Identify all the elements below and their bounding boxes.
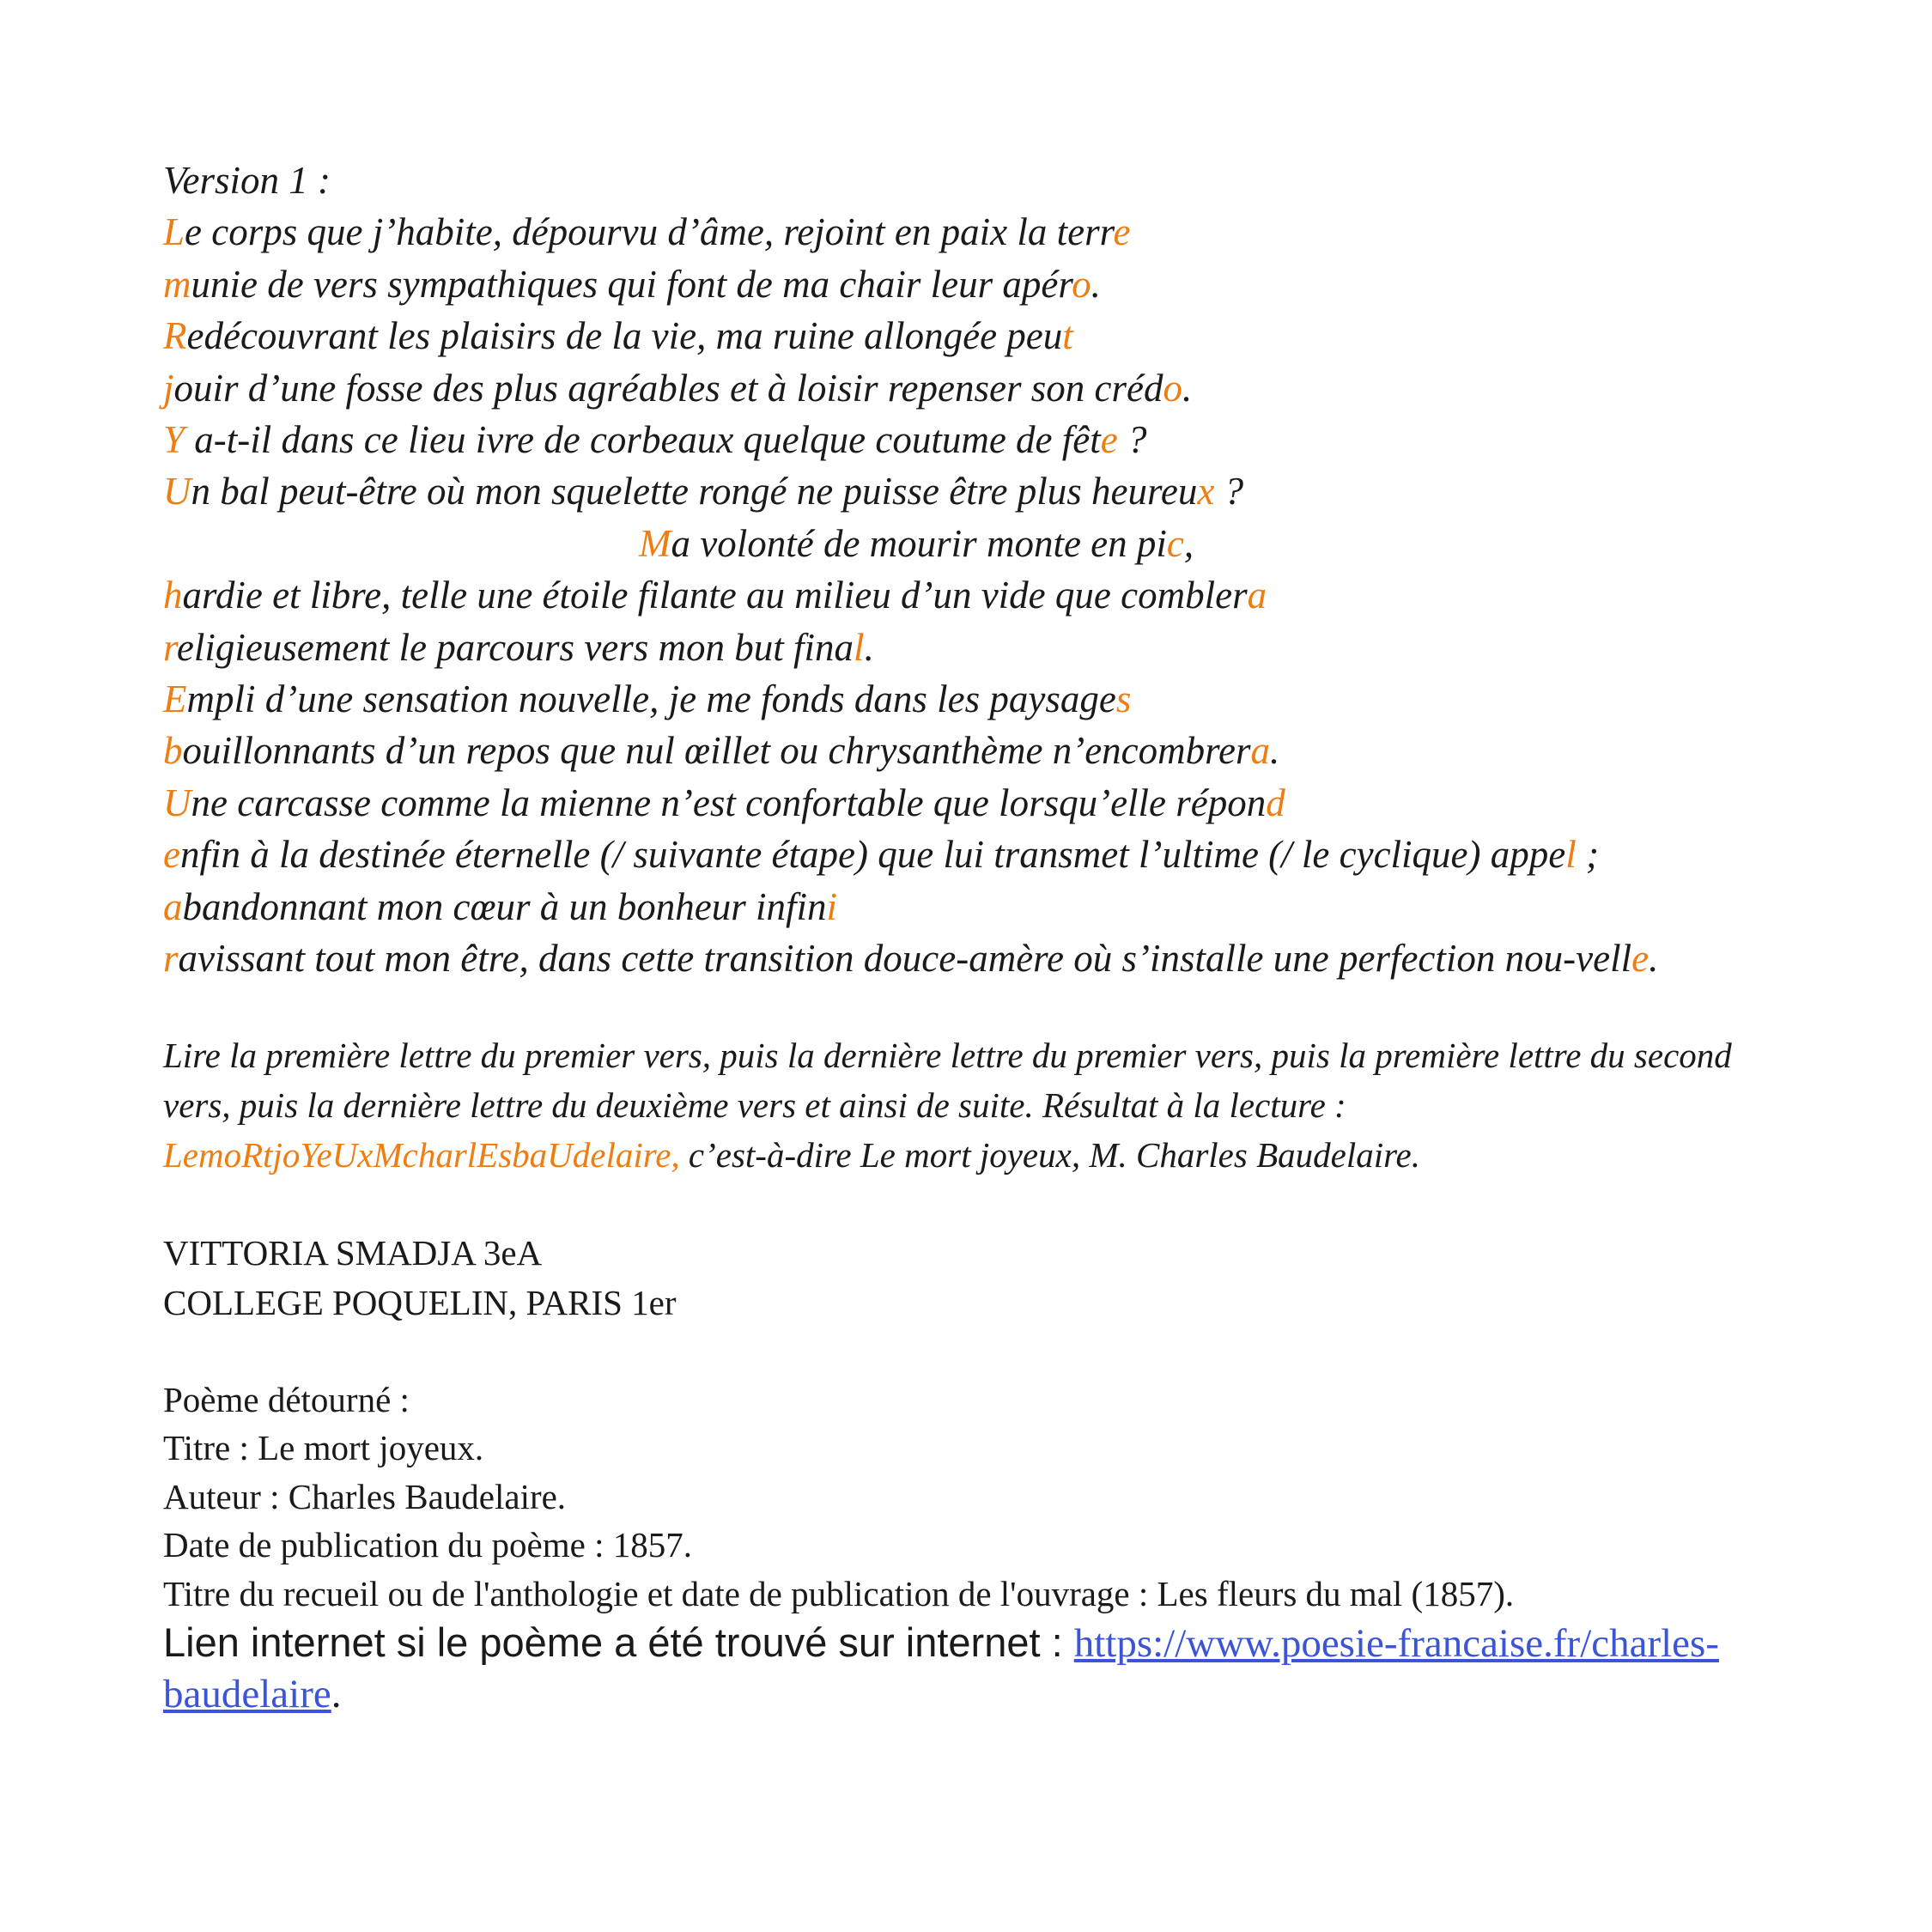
poem-heading: Version 1 : <box>163 159 331 202</box>
verse-text: a-t-il dans ce lieu ivre de corbeaux quelque coutume de fêt <box>185 418 1101 462</box>
verse-text: edécouvrant les plaisirs de la vie, ma ruine allongée peu <box>186 314 1063 358</box>
poem-line <box>163 465 1795 517</box>
acrostic-last-letter: e <box>1100 418 1118 462</box>
poem-line <box>163 622 1795 673</box>
acrostic-last-letter: s <box>1115 677 1132 721</box>
poem-line <box>163 933 1777 984</box>
poem-line <box>163 829 1795 880</box>
poem-line <box>163 206 1795 258</box>
acrostic-last-letter: l <box>854 625 865 669</box>
explanation-meaning: c’est-à-dire Le mort joyeux, M. Charles Baudelaire. <box>679 1134 1420 1175</box>
acrostic-first-letter: Y <box>163 418 185 462</box>
acrostic-last-letter: a <box>1247 574 1267 617</box>
acrostic-last-letter: d <box>1266 781 1285 824</box>
verse-punctuation: , <box>1183 521 1194 565</box>
verse-text: bandonnant mon cœur à un bonheur infin <box>182 884 827 928</box>
explanation-text: Lire la première lettre du premier vers, puis la dernière lettre du premier vers, puis la première lettre du second vers, puis la dernière lettre du deuxième vers et ainsi de suite. Résultat à la lecture : <box>163 1035 1732 1125</box>
acrostic-explanation <box>163 1030 1777 1180</box>
verse-text: n bal peut-être où mon squelette rongé ne puisse être plus heureu <box>191 470 1198 513</box>
verse-text: avissant tout mon être, dans cette transition douce-amère où s’installe une perfection nou-vell <box>178 937 1632 981</box>
acrostic-result: LemoRtjoYeUxMcharlEsbaUdelaire, <box>163 1134 680 1175</box>
acrostic-first-letter: E <box>163 677 187 721</box>
acrostic-first-letter: j <box>163 366 174 410</box>
verse-text: nfin à la destinée éternelle (/ suivante étape) que lui transmet l’ultime (/ le cyclique) appe <box>179 833 1566 877</box>
acrostic-first-letter: b <box>163 729 183 773</box>
verse-text: eligieusement le parcours vers mon but fina <box>176 625 854 669</box>
acrostic-last-letter: l <box>1565 833 1577 877</box>
poem-line <box>163 258 1795 310</box>
poem-line <box>163 725 1795 776</box>
verse-punctuation: . <box>864 625 874 669</box>
details-collection: Titre du recueil ou de l'anthologie et date de publication de l'ouvrage : Les fleurs du mal (1857). <box>163 1573 1515 1613</box>
details-heading: Poème détourné : <box>163 1379 410 1419</box>
verse-punctuation: ? <box>1117 418 1147 462</box>
acrostic-last-letter: o <box>1163 366 1182 410</box>
acrostic-first-letter: M <box>639 521 671 565</box>
verse-text: e corps que j’habite, dépourvu d’âme, rejoint en paix la terr <box>185 210 1114 254</box>
verse-text: ouillonnants d’un repos que nul œillet ou chrysanthème n’encombrer <box>182 729 1251 773</box>
acrostic-first-letter: m <box>163 262 191 306</box>
verse-text: unie de vers sympathiques qui font de ma chair leur apér <box>191 262 1072 306</box>
poem-line <box>163 310 1795 361</box>
verse-text: a volonté de mourir monte en pi <box>671 521 1167 565</box>
acrostic-last-letter: i <box>826 884 838 928</box>
poem-line <box>163 881 1795 933</box>
link-label: Lien internet si le poème a été trouvé sur internet : <box>163 1619 1074 1665</box>
acrostic-last-letter: e <box>1631 937 1649 981</box>
verse-text: ouir d’une fosse des plus agréables et à loisir repenser son créd <box>173 366 1163 410</box>
acrostic-last-letter: a <box>1250 729 1270 773</box>
author-school: COLLEGE POQUELIN, PARIS 1er <box>163 1282 677 1322</box>
details-author: Auteur : Charles Baudelaire. <box>163 1476 567 1516</box>
verse-punctuation: . <box>1091 262 1101 306</box>
poem-line <box>163 362 1795 414</box>
acrostic-last-letter: c <box>1166 521 1184 565</box>
acrostic-first-letter: r <box>163 625 177 669</box>
poem-line <box>163 414 1795 465</box>
poem-line <box>163 673 1795 725</box>
verse-text: ardie et libre, telle une étoile filante au milieu d’un vide que comble <box>182 574 1233 617</box>
verse-punctuation: . <box>1649 937 1659 981</box>
poem-line <box>163 518 1795 569</box>
poem-details <box>163 1376 1795 1720</box>
document-page <box>163 155 1795 1719</box>
acrostic-first-letter: U <box>163 470 191 513</box>
poem-line <box>163 569 1795 621</box>
verse-punctuation: ; <box>1576 833 1600 877</box>
poem <box>163 155 1795 985</box>
link-trailing-period: . <box>331 1672 342 1716</box>
details-link-line <box>163 1618 1777 1719</box>
author-block <box>163 1228 1795 1327</box>
verse-text: mpli d’une sensation nouvelle, je me fonds dans les paysage <box>186 677 1116 721</box>
acrostic-last-letter: e <box>1113 210 1131 254</box>
verse-punctuation: . <box>1269 729 1280 773</box>
author-name: VITTORIA SMADJA 3eA <box>163 1232 543 1273</box>
acrostic-last-letter: t <box>1062 314 1073 358</box>
poem-source-link[interactable]: https://www.poesie-francaise.fr/charles-baudelaire <box>163 1621 1719 1716</box>
acrostic-first-letter: r <box>163 937 179 981</box>
acrostic-first-letter: a <box>163 884 183 928</box>
acrostic-last-letter: o <box>1072 262 1091 306</box>
acrostic-first-letter: L <box>163 210 185 254</box>
verse-text: ne carcasse comme la mienne n’est confortable que lorsqu’elle répon <box>191 781 1267 824</box>
details-date: Date de publication du poème : 1857. <box>163 1525 692 1564</box>
details-title: Titre : Le mort joyeux. <box>163 1428 484 1467</box>
acrostic-first-letter: e <box>163 833 180 877</box>
acrostic-first-letter: h <box>163 574 183 617</box>
verse-punctuation: ? <box>1214 470 1244 513</box>
acrostic-first-letter: U <box>163 781 191 824</box>
poem-line <box>163 777 1795 829</box>
acrostic-last-letter: x <box>1197 470 1215 513</box>
verse-punctuation: . <box>1182 366 1193 410</box>
acrostic-first-letter: R <box>163 314 187 358</box>
verse-text-end: r <box>1232 574 1248 617</box>
